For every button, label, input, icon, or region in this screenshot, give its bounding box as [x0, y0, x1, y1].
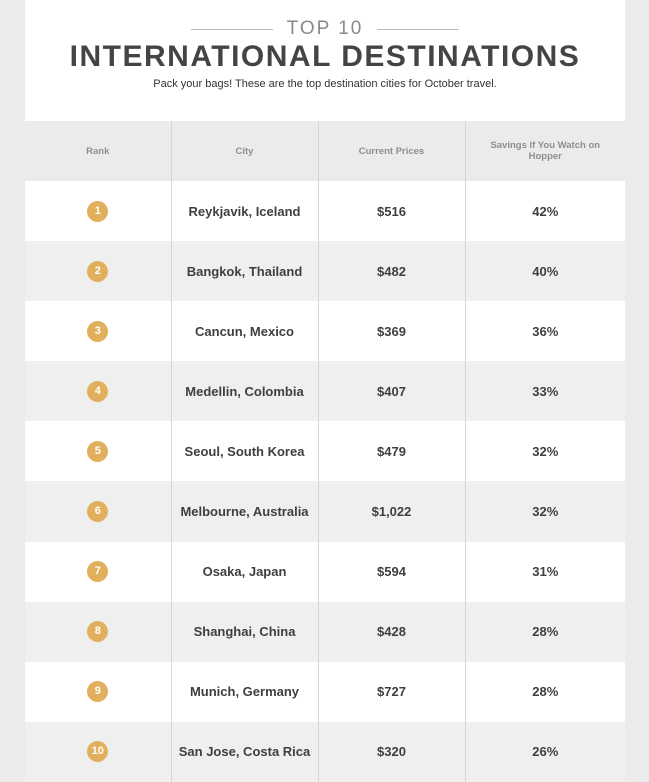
price-cell: $516 — [318, 181, 465, 241]
rank-cell — [25, 361, 171, 421]
price-cell: $369 — [318, 301, 465, 361]
rank-badge: 7 — [87, 561, 108, 582]
price-cell: $727 — [318, 662, 465, 722]
city-cell: Cancun, Mexico — [171, 301, 318, 361]
savings-cell: 33% — [465, 361, 625, 421]
savings-cell: 28% — [465, 602, 625, 662]
city-cell: San Jose, Costa Rica — [171, 722, 318, 782]
column-header-city: City — [171, 121, 318, 181]
table-row — [25, 421, 625, 481]
table-row — [25, 602, 625, 662]
table-row — [25, 241, 625, 301]
rank-cell — [25, 421, 171, 481]
table-row — [25, 361, 625, 421]
kicker-row — [25, 18, 625, 40]
column-header-price: Current Prices — [318, 121, 465, 181]
rank-badge: 1 — [87, 201, 108, 222]
price-cell: $1,022 — [318, 481, 465, 541]
savings-cell: 42% — [465, 181, 625, 241]
header — [25, 0, 625, 121]
price-cell: $479 — [318, 421, 465, 481]
table-row — [25, 722, 625, 782]
divider-right — [377, 29, 459, 30]
savings-cell: 36% — [465, 301, 625, 361]
city-cell: Seoul, South Korea — [171, 421, 318, 481]
price-cell: $407 — [318, 361, 465, 421]
header-row — [25, 121, 625, 181]
rank-cell — [25, 602, 171, 662]
rank-cell — [25, 301, 171, 361]
savings-cell: 32% — [465, 481, 625, 541]
rank-cell — [25, 722, 171, 782]
table-row — [25, 481, 625, 541]
rank-badge: 8 — [87, 621, 108, 642]
city-cell: Munich, Germany — [171, 662, 318, 722]
column-header-rank: Rank — [25, 121, 171, 181]
rank-badge: 3 — [87, 321, 108, 342]
table-row — [25, 542, 625, 602]
price-cell: $482 — [318, 241, 465, 301]
rank-badge: 2 — [87, 261, 108, 282]
city-cell: Shanghai, China — [171, 602, 318, 662]
kicker: TOP 10 — [286, 18, 364, 39]
destinations-table — [25, 121, 625, 782]
rank-cell — [25, 181, 171, 241]
rank-cell — [25, 542, 171, 602]
table-row — [25, 301, 625, 361]
rank-cell — [25, 662, 171, 722]
subtitle: Pack your bags! These are the top destination cities for October travel. — [153, 78, 497, 90]
rank-badge: 5 — [87, 441, 108, 462]
city-cell: Reykjavik, Iceland — [171, 181, 318, 241]
rank-badge: 10 — [87, 741, 108, 762]
rank-badge: 4 — [87, 381, 108, 402]
infographic-card — [25, 0, 625, 782]
table-row — [25, 181, 625, 241]
divider-left — [191, 29, 273, 30]
city-cell: Osaka, Japan — [171, 542, 318, 602]
city-cell: Melbourne, Australia — [171, 481, 318, 541]
column-header-savings: Savings If You Watch on Hopper — [465, 121, 625, 181]
rank-cell — [25, 481, 171, 541]
rank-badge: 6 — [87, 501, 108, 522]
page-title: INTERNATIONAL DESTINATIONS — [69, 40, 581, 73]
city-cell: Medellin, Colombia — [171, 361, 318, 421]
price-cell: $428 — [318, 602, 465, 662]
price-cell: $320 — [318, 722, 465, 782]
city-cell: Bangkok, Thailand — [171, 241, 318, 301]
table-body — [25, 181, 625, 782]
savings-cell: 32% — [465, 421, 625, 481]
savings-cell: 31% — [465, 542, 625, 602]
savings-cell: 28% — [465, 662, 625, 722]
rank-cell — [25, 241, 171, 301]
price-cell: $594 — [318, 542, 465, 602]
savings-cell: 40% — [465, 241, 625, 301]
savings-cell: 26% — [465, 722, 625, 782]
rank-badge: 9 — [87, 681, 108, 702]
table-row — [25, 662, 625, 722]
